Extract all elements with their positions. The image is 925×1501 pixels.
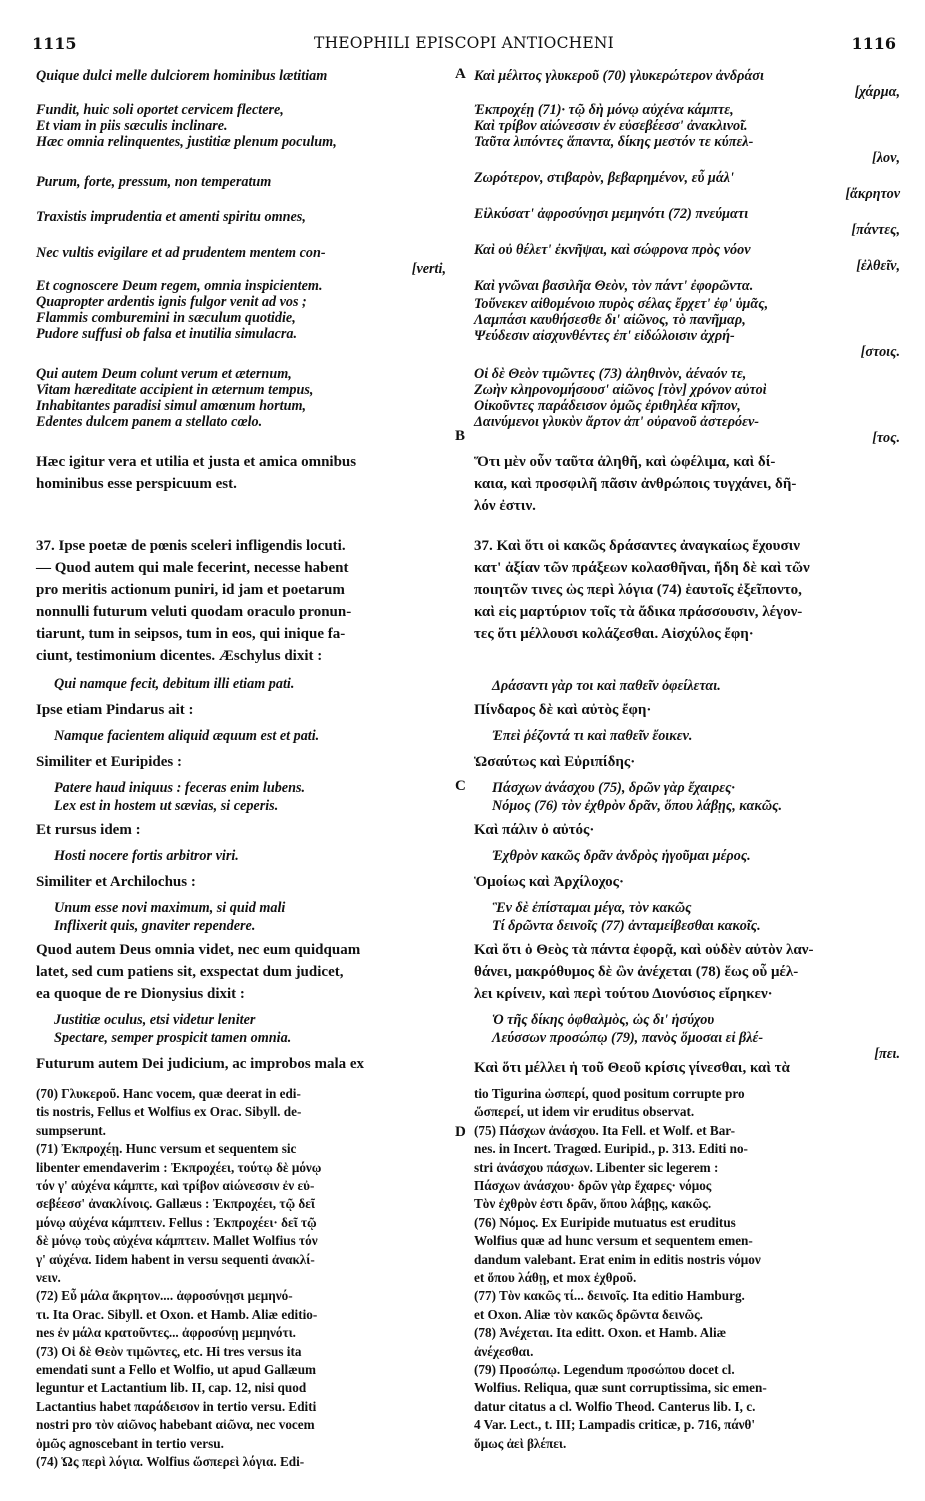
latin-text-line: Inhabitantes paradisi simul amœnum hortum,: [36, 398, 307, 414]
left-footnote-line: τόν γ' αὐχένα κάμπτε, καὶ τρίβον αἰώνεσσιν ἐν εὐ-: [36, 1178, 315, 1193]
left-footnote-line: γ' αὐχένα. Iidem habent in versu sequenti ἀνακλί-: [36, 1251, 315, 1267]
left-footnote-line: τι. Ita Orac. Sibyll. et Oxon. et Hamb. Aliæ editio-: [36, 1306, 318, 1322]
right-footnote-line: Wolfius. Reliqua, quæ sunt corruptissima, sic emen-: [474, 1380, 767, 1396]
greek-text-line: λόν ἐστιν.: [474, 498, 536, 514]
latin-text-line: Similiter et Archilochus :: [36, 874, 196, 890]
greek-text-line: [χάρμα,: [854, 84, 900, 100]
right-footnote-line: stri ἀνάσχου πάσχων. Libenter sic legerem :: [474, 1159, 719, 1175]
greek-text-line: Ψεύδεσιν αἰσχυνθέντες ἐπ' εἰδώλοισιν ἀχρή-: [474, 328, 735, 344]
greek-text-line: Τοὔνεκεν αἰθομένοιο πυρὸς σέλας ἔρχετ' ἐφ' ὑμᾶς,: [474, 296, 769, 312]
latin-text-line: Flammis comburemini in sæculum quotidie,: [36, 310, 296, 326]
latin-text-line: Quique dulci melle dulciorem hominibus lætitiam: [36, 68, 328, 84]
latin-text-line: Et viam in piis sæculis inclinare.: [36, 118, 228, 134]
greek-text-line: Πίνδαρος δὲ καὶ αὐτὸς ἔφη·: [474, 702, 652, 718]
left-footnote-line: libenter emendaverim : Ἐκπροχέει, τούτῳ δὲ μόνῳ: [36, 1159, 322, 1175]
greek-text-line: Λεύσσων προσώπῳ (79), πανὸς ὅμοσαι εἰ βλέ-: [492, 1030, 764, 1046]
greek-text-line: Λαμπάσι καυθήσεσθε δι' αἰῶνος, τὸ πανῆμαρ,: [474, 312, 746, 328]
latin-text-line: Qui autem Deum colunt verum et æternum,: [36, 366, 292, 382]
greek-text-line: [πάντες,: [851, 222, 900, 238]
greek-text-line: Ἐπεὶ ῥέζοντά τι καὶ παθεῖν ἔοικεν.: [492, 728, 693, 744]
left-footnote-line: nostri pro τὸν αἰῶνος habebant αἰῶνα, nec vocem: [36, 1417, 315, 1433]
right-footnote-line: (79) Προσώπῳ. Legendum προσώπου docet cl.: [474, 1362, 735, 1377]
greek-text-line: [πει.: [874, 1046, 900, 1062]
latin-text-line: Ipse etiam Pindarus ait :: [36, 702, 194, 718]
latin-text-line: Patere haud iniquus : feceras enim lubens.: [54, 780, 306, 796]
left-footnote-line: tis nostris, Fellus et Wolfius ex Orac. Sibyll. de-: [36, 1104, 302, 1120]
latin-text-line: Inflixerit quis, gnaviter rependere.: [54, 918, 256, 934]
latin-text-line: Traxistis imprudentia et amenti spiritu omnes,: [36, 209, 306, 225]
greek-text-line: Καὶ πάλιν ὁ αὐτός·: [474, 822, 595, 838]
greek-text-line: Ὁμοίως καὶ Ἀρχίλοχος·: [474, 874, 624, 890]
greek-text-line: Ἐχθρὸν κακῶς δρᾶν ἀνδρὸς ἡγοῦμαι μέρος.: [492, 848, 751, 864]
left-footnote-line: (72) Εὖ μάλα ἄκρητον.... ἀφροσύνῃσι μεμηνό-: [36, 1288, 293, 1304]
greek-text-line: θάνει, μακρόθυμος δὲ ὢν ἀνέχεται (78) ἕως οὗ μέλ-: [474, 964, 799, 980]
right-footnote-line: nes. in Incert. Tragœd. Euripid., p. 313. Editi no-: [474, 1141, 748, 1157]
greek-text-line: Νόμος (76) τὸν ἐχθρὸν δρᾶν, ὅπου λάβῃς, κακῶς.: [492, 798, 783, 814]
greek-text-line: Καὶ ὅτι ὁ Θεὸς τὰ πάντα ἐφορᾷ, καὶ οὐδὲν αὐτὸν λαν-: [474, 942, 814, 958]
latin-text-line: Justitiæ oculus, etsi videtur leniter: [54, 1012, 256, 1028]
greek-text-line: [ἐλθεῖν,: [856, 258, 900, 274]
greek-text-line: Καὶ οὐ θέλετ' ἐκνῆψαι, καὶ σώφρονα πρὸς νόον: [474, 242, 751, 258]
greek-text-line: καια, καὶ προσφιλῆ πᾶσιν ἀνθρώποις τυγχάνει, δῆ-: [474, 476, 797, 492]
page-number-right: 1116: [851, 34, 896, 53]
right-footnote-line: Wolfius quæ ad hunc versum et sequentem emen-: [474, 1233, 753, 1249]
greek-text-line: Ἐκπροχέῃ (71)· τῷ δὴ μόνῳ αὐχένα κάμπτε,: [474, 102, 734, 118]
latin-text-line: Edentes dulcem panem a stellato cœlo.: [36, 414, 263, 430]
greek-text-line: Ταῦτα λιπόντες ἅπαντα, δίκης μεστόν τε κύπελ-: [474, 134, 754, 150]
right-footnote-line: et ὅπου λάθῃ, et mox ἐχθροῦ.: [474, 1270, 637, 1285]
right-footnote-line: datur citatus a cl. Wolfio Theod. Canterus lib. I, c.: [474, 1398, 756, 1414]
greek-text-line: Καὶ ὅτι μέλλει ἡ τοῦ Θεοῦ κρίσις γίνεσθαι, καὶ τὰ: [474, 1060, 790, 1076]
latin-text-line: Hæc igitur vera et utilia et justa et amica omnibus: [36, 454, 357, 470]
right-footnote-line: Τὸν ἐχθρὸν ἐστι δρᾶν, ὅπου λάβῃς, κακῶς.: [474, 1196, 712, 1212]
latin-text-line: nonnulli futurum veluti quodam oraculo pronun-: [36, 604, 352, 620]
latin-text-line: Unum esse novi maximum, si quid mali: [54, 900, 286, 916]
greek-text-line: καὶ εἰς μαρτύριον τοῖς τὰ ἄδικα πράσσουσιν, λέγον-: [474, 604, 803, 620]
greek-text-line: Πάσχων ἀνάσχου (75), δρῶν γὰρ ἔχαιρες·: [492, 780, 735, 796]
latin-text-line: Similiter et Euripides :: [36, 754, 182, 770]
greek-text-line: [ἄκρητον: [845, 186, 900, 202]
latin-text-line: Hosti nocere fortis arbitror viri.: [54, 848, 239, 864]
left-footnote-line: δὲ μόνῳ τοὺς αὐχένα κάμπτειν. Mallet Wolfius τόν: [36, 1233, 318, 1249]
left-footnote-line: νειν.: [36, 1270, 61, 1285]
latin-text-line: Vitam hæreditate accipient in æternum tempus,: [36, 382, 314, 398]
right-footnote-line: (77) Τὸν κακῶς τί... δεινοῖς. Ita editio Hamburg.: [474, 1288, 745, 1304]
left-footnote-line: (74) Ὡς περὶ λόγια. Wolfius ὥσπερεὶ λόγια. Edi-: [36, 1454, 305, 1469]
latin-text-line: Futurum autem Dei judicium, ac improbos mala ex: [36, 1056, 365, 1072]
margin-marker-b: B: [455, 428, 466, 444]
greek-text-line: Οἰκοῦντες παράδεισον ὁμῶς ἐριθηλέα κῆπον,: [474, 398, 741, 414]
left-footnote-line: μόνῳ αὐχένα κάμπτειν. Fellus : Ἐκπροχέει· δεῖ τῷ: [36, 1214, 317, 1230]
latin-text-line: Fundit, huic soli oportet cervicem flectere,: [36, 102, 284, 118]
greek-text-line: Καὶ τρίβον αἰώνεσσιν ἐν εὐσεβέεσσ' ἀνακλινοῖ.: [474, 118, 748, 134]
greek-text-line: Δράσαντι γὰρ τοι καὶ παθεῖν ὀφείλεται.: [492, 678, 721, 694]
greek-text-line: [λον,: [872, 150, 900, 166]
left-footnote-line: (71) Ἐκπροχέῃ. Hunc versum et sequentem sic: [36, 1141, 297, 1157]
greek-text-line: Ζωρότερον, στιβαρὸν, βεβαρημένον, εὖ μάλ': [474, 170, 734, 186]
right-footnote-line: Πάσχων ἀνάσχου· δρῶν γὰρ ἔχαρες· νόμος: [474, 1178, 712, 1193]
latin-text-line: Lex est in hostem ut sævias, si ceperis.: [54, 798, 279, 814]
latin-text-line: Qui namque fecit, debitum illi etiam pati.: [54, 676, 295, 692]
left-footnote-line: Lactantius habet παράδεισον in tertio versu. Editi: [36, 1398, 317, 1414]
latin-text-line: Nec vultis evigilare et ad prudentem mentem con-: [36, 245, 326, 261]
greek-text-line: λει κρίνειν, καὶ περὶ τούτου Διονύσιος εἴρηκεν·: [474, 986, 773, 1002]
greek-text-line: κατ' ἀξίαν τῶν πράξεων κολασθῆναι, ἤδη δὲ καὶ τῶν: [474, 560, 810, 576]
greek-text-line: Οἱ δὲ Θεὸν τιμῶντες (73) ἀληθινὸν, ἀέναόν τε,: [474, 366, 747, 382]
right-footnote-line: dandum valebant. Erat enim in editis nostris νόμον: [474, 1251, 761, 1267]
latin-text-line: Quod autem Deus omnia videt, nec eum quidquam: [36, 942, 361, 958]
margin-marker-c: C: [455, 778, 466, 794]
left-footnote-line: leguntur et Lactantium lib. II, cap. 12, nisi quod: [36, 1380, 307, 1396]
latin-text-line: Hæc omnia relinquentes, justitiæ plenum poculum,: [36, 134, 337, 150]
latin-text-line: Et rursus idem :: [36, 822, 141, 838]
right-footnote-line: 4 Var. Lect., t. III; Lampadis criticæ, p. 716, πάνθ': [474, 1417, 756, 1433]
right-footnote-line: ὥσπερεί, ut idem vir eruditus observat.: [474, 1104, 695, 1120]
right-footnote-line: (78) Ἀνέχεται. Ita editt. Oxon. et Hamb. Aliæ: [474, 1325, 727, 1341]
latin-text-line: ciunt, testimonium dicentes. Æschylus dixit :: [36, 648, 323, 664]
left-footnote-line: σεβέεσσ' ἀνακλίνοις. Gallæus : Ἐκπροχέει, τῷ δεῖ: [36, 1196, 315, 1212]
page-number-left: 1115: [32, 34, 77, 53]
greek-text-line: Ὅτι μὲν οὖν ταῦτα ἀληθῆ, καὶ ὠφέλιμα, καὶ δί-: [474, 454, 776, 470]
greek-text-line: Καὶ μέλιτος γλυκεροῦ (70) γλυκερώτερον ἀνδράσι: [474, 68, 764, 84]
greek-text-line: Ὁ τῆς δίκης ὀφθαλμὸς, ὡς δι' ἡσύχου: [492, 1012, 715, 1028]
left-footnote-line: (70) Γλυκεροῦ. Hanc vocem, quæ deerat in edi-: [36, 1086, 301, 1101]
greek-text-line: Ζωὴν κληρονομήσουσ' αἰῶνος [τὸν] χρόνον αὐτοὶ: [474, 382, 767, 398]
page-header: [32, 34, 896, 58]
right-footnote-line: ὅμως ἀεὶ βλέπει.: [474, 1435, 567, 1451]
latin-text-line: latet, sed cum patiens sit, exspectat dum judicet,: [36, 964, 344, 980]
greek-text-line: Εἱλκύσατ' ἀφροσύνῃσι μεμηνότι (72) πνεύματι: [474, 206, 749, 222]
greek-text-line: Ὡσαύτως καὶ Εὐριπίδης·: [474, 754, 636, 770]
latin-text-line: ea quoque de re Dionysius dixit :: [36, 986, 245, 1002]
greek-text-line: Ἓν δὲ ἐπίσταμαι μέγα, τὸν κακῶς: [492, 900, 692, 916]
running-title: THEOPHILI EPISCOPI ANTIOCHENI: [314, 34, 614, 52]
latin-text-line: Namque facientem aliquid æquum est et pati.: [54, 728, 320, 744]
left-footnote-line: emendati sunt a Fello et Wolfio, ut apud Gallæum: [36, 1362, 317, 1377]
latin-text-line: Et cognoscere Deum regem, omnia inspicientem.: [36, 278, 323, 294]
left-footnote-line: sumpserunt.: [36, 1122, 106, 1138]
left-footnote-line: ὁμῶς agnoscebant in tertio versu.: [36, 1435, 224, 1451]
latin-text-line: Spectare, semper prospicit tamen omnia.: [54, 1030, 292, 1046]
greek-text-line: 37. Καὶ ὅτι οἱ κακῶς δράσαντες ἀναγκαίως ἔχουσιν: [474, 538, 800, 554]
latin-text-line: Purum, forte, pressum, non temperatum: [36, 174, 272, 190]
latin-text-line: 37. Ipse poetæ de pœnis sceleri infligendis locuti.: [36, 538, 346, 554]
greek-text-line: Καὶ γνῶναι βασιλῆα Θεὸν, τὸν πάντ' ἐφορῶντα.: [474, 278, 754, 294]
latin-text-line: pro meritis actionum puniri, id jam et poetarum: [36, 582, 345, 598]
right-footnote-line: et Oxon. Aliæ τὸν κακῶς δρῶντα δεινῶς.: [474, 1306, 703, 1322]
greek-text-line: Δαινύμενοι γλυκὺν ἄρτον ἀπ' οὐρανοῦ ἀστερόεν-: [474, 414, 759, 430]
latin-text-line: tiarunt, tum in seipsos, tum in eos, qui inique fa-: [36, 626, 346, 642]
greek-text-line: [στοις.: [860, 344, 900, 360]
latin-text-line: [verti,: [411, 261, 446, 277]
right-footnote-line: ἀνέχεσθαι.: [474, 1343, 534, 1359]
greek-text-line: τες ὅτι μέλλουσι κολάζεσθαι. Αἰσχύλος ἔφη·: [474, 626, 754, 642]
latin-text-line: Pudore suffusi ob falsa et inutilia simulacra.: [36, 326, 298, 342]
left-footnote-line: nes ἐν μάλα κρατοῦντες... ἀφροσύνῃ μεμηνότι.: [36, 1325, 296, 1341]
latin-text-line: hominibus esse perspicuum est.: [36, 476, 237, 492]
latin-text-line: — Quod autem qui male fecerint, necesse habent: [36, 560, 349, 576]
margin-marker-a: A: [455, 66, 466, 82]
greek-text-line: [τος.: [872, 430, 900, 446]
right-footnote-line: tio Tigurina ὡσπερί, quod positum corrupte pro: [474, 1086, 745, 1101]
right-footnote-line: (76) Νόμος. Ex Euripide mutuatus est eruditus: [474, 1214, 736, 1230]
left-footnote-line: (73) Οἱ δὲ Θεὸν τιμῶντες, etc. Hi tres versus ita: [36, 1343, 302, 1359]
greek-text-line: Τί δρῶντα δεινοῖς (77) ἀνταμείβεσθαι κακοῖς.: [492, 918, 761, 934]
margin-marker-d: D: [455, 1124, 466, 1140]
right-footnote-line: (75) Πάσχων ἀνάσχου. Ita Fell. et Wolf. et Bar-: [474, 1122, 736, 1138]
latin-text-line: Quapropter ardentis ignis fulgor venit ad vos ;: [36, 294, 307, 310]
greek-text-line: ποιητῶν τινες ὡς περὶ λόγια (74) ἑαυτοῖς ἐξεῖποντο,: [474, 582, 802, 598]
